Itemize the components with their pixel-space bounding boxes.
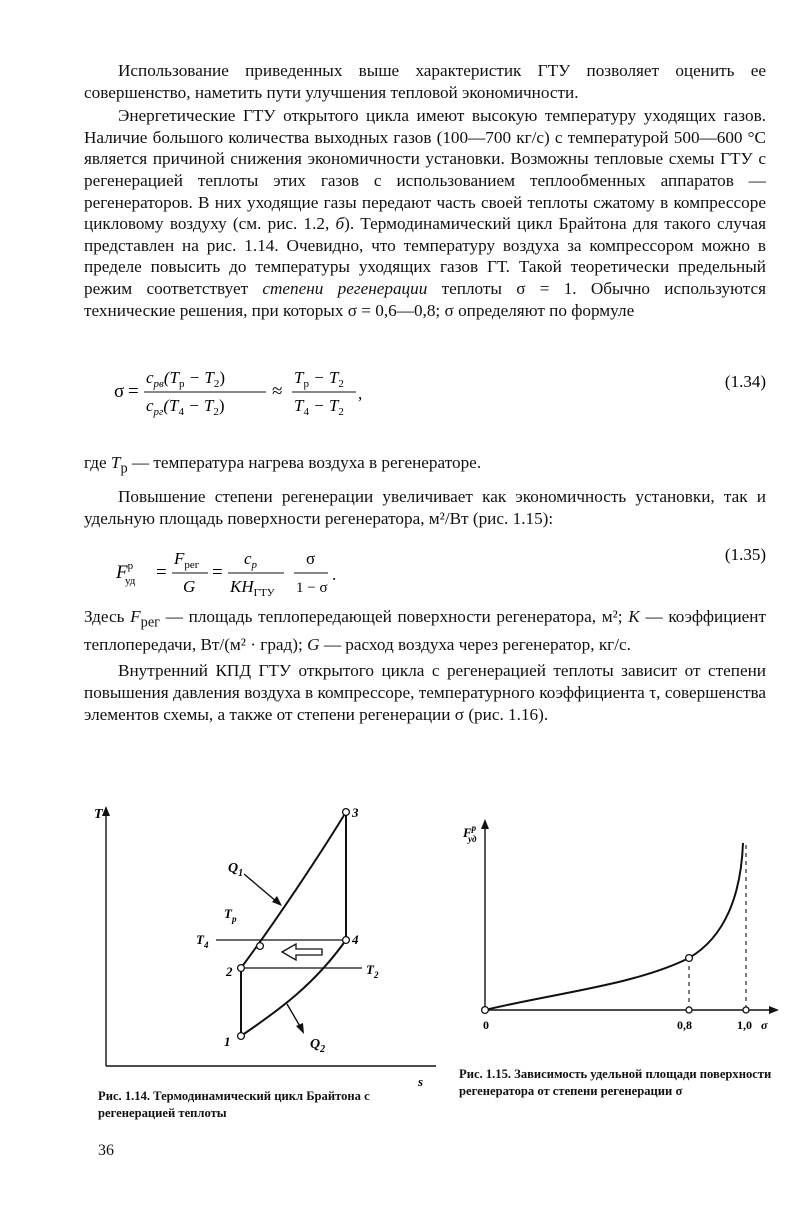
paragraph-3: где $T_р$ — температура нагрева воздуха в регенераторе. — [84, 453, 482, 477]
eq134-approx: ≈ — [272, 381, 283, 402]
fig115-x-label: σ — [761, 1018, 768, 1032]
fig114-label-t2: $T_2$ — [366, 962, 379, 980]
fig114-t-arrow — [102, 806, 110, 816]
fig114-curve-4-1 — [241, 940, 346, 1036]
eq135-dot: . — [332, 565, 337, 584]
eq135-d3: 1 − σ — [296, 580, 328, 596]
fig114-label-3: 3 — [352, 805, 359, 820]
eq134-comma: , — [358, 384, 363, 403]
text-block-middle — [84, 452, 766, 529]
fig115-point-08 — [686, 1007, 692, 1013]
figure-1-15 — [455, 815, 785, 1040]
fig114-label-2: 2 — [226, 964, 233, 979]
fig115-point-0 — [482, 1007, 489, 1014]
fig114-label-q2: $Q_2$ — [310, 1037, 326, 1055]
fig114-label-tp: $T_р$ — [224, 906, 237, 924]
fig114-point-4 — [343, 937, 350, 944]
fig114-label-4: 4 — [352, 932, 359, 947]
fig115-tick-08: 0,8 — [677, 1018, 692, 1032]
eq135-F: $F^р$ уд — [116, 560, 136, 587]
fig114-point-1 — [238, 1033, 245, 1040]
paragraph-2: Энергетические ГТУ открытого цикла имеют высокую температуру уходящих газов. Наличие большого количества выходных газов (100—700 кг/с) с температурой 500—600 °С является причиной снижения экономичности установки. Возможны тепловые схемы ГТУ с регенерацией теплоты этих газов с использованием теплообменных аппаратов — регенераторов. В них уходящие газы передают часть своей теплоты сжатому в компрессоре цикловому воздуху (см. рис. 1.2, б). Термодинамический цикл Брайтона для такого случая представлен на рис. 1.14. Очевидно, что температуру воздуха за компрессором можно в пределе повысить до температуры уходящих газов ГТ. Такой теоретически предельный режим соответствует степени регенерации теплоты σ = 1. Обычно используются технические решения, при которых σ = 0,6—0,8; σ определяют по формуле — [84, 106, 766, 320]
page-number: 36 — [98, 1142, 114, 1159]
fig114-label-t4: $T_4$ — [196, 932, 209, 950]
paragraph-6: Внутренний КПД ГТУ открытого цикла с регенерацией теплоты зависит от степени повышения давления воздуха в компрессоре, температурного коэффициента τ, совершенства элементов схемы, а также от степени регенерации σ (рис. 1.16). — [84, 661, 766, 724]
fig114-point-2 — [238, 965, 245, 972]
fig115-point-curve — [686, 955, 693, 962]
eq135-n3: σ — [306, 549, 316, 568]
eq135-d1: G — [183, 577, 196, 596]
eq134-num2: $T_р - T_2$ — [294, 368, 344, 390]
fig114-regen-arrow-icon — [282, 944, 322, 960]
paragraph-5: Здесь $F_{рег}$ — площадь теплопередающей поверхности регенератора, м²; K — коэффициент теплопередачи, Вт/(м² · град); G — расход воздуха через регенератор, кг/с. — [84, 607, 766, 654]
eq134-sigma: σ — [114, 381, 125, 402]
eq134-den1: $c_{pг}(T_4 - T_2)$ — [146, 396, 225, 418]
text-block-bottom — [84, 606, 766, 725]
fig114-q2-arrow — [287, 1004, 301, 1028]
fig114-label-q1: $Q_1$ — [228, 861, 244, 879]
equation-1-34-svg — [84, 361, 766, 421]
equation-1-35-svg — [84, 542, 766, 602]
fig114-q1-arrowhead — [272, 896, 282, 906]
fig114-label-1: 1 — [224, 1034, 231, 1049]
fig115-tick-10: 1,0 — [737, 1018, 752, 1032]
fig114-s-label: s — [418, 1074, 424, 1089]
fig114-t-label: T — [94, 807, 103, 822]
fig115-tick-0: 0 — [483, 1018, 489, 1032]
fig114-q1-arrow — [244, 874, 277, 902]
eq134-den2: $T_4 - T_2$ — [294, 396, 344, 418]
eq134-num1: $c_{pв}(T_р - T_2)$ — [146, 368, 226, 390]
equation-1-34 — [84, 361, 766, 421]
eq135-n1: $F_{рег}$ — [174, 549, 200, 571]
fig115-y-arrow — [481, 819, 489, 829]
fig114-q2-arrowhead — [296, 1023, 304, 1034]
eq135-d2: $KH_{ГТУ}$ — [230, 577, 275, 599]
paragraph-1: Использование приведенных выше характеристик ГТУ позволяет оценить ее совершенство, наметить пути улучшения тепловой экономичности. — [84, 61, 766, 102]
fig114-point-3 — [343, 809, 350, 816]
paragraph-4: Повышение степени регенерации увеличивает как экономичность установки, так и удельную площадь поверхности регенератора, м²/Вт (рис. 1.15): — [84, 487, 766, 528]
fig115-curve — [485, 843, 743, 1010]
eq134-eq: = — [128, 381, 139, 402]
equation-1-35 — [84, 542, 766, 602]
eq135-n2: $c_p$ — [244, 549, 258, 571]
eq134-number: (1.34) — [724, 372, 766, 391]
fig114-point-tp — [257, 943, 264, 950]
figure-1-14 — [84, 800, 444, 1089]
fig115-caption: Рис. 1.15. Зависимость удельной площади поверхности регенератора от степени регенерации σ — [459, 1067, 772, 1098]
text-block-top — [84, 60, 766, 321]
eq135-eq1: = — [156, 562, 167, 583]
fig115-x-arrow — [769, 1006, 779, 1014]
fig115-point-10 — [743, 1007, 749, 1013]
fig115-y-label: $F^р$ уд — [463, 823, 477, 844]
eq135-number: (1.35) — [724, 545, 766, 564]
eq135-eq2: = — [212, 562, 223, 583]
fig114-caption: Рис. 1.14. Термодинамический цикл Брайтона с регенерацией теплоты — [98, 1089, 370, 1120]
